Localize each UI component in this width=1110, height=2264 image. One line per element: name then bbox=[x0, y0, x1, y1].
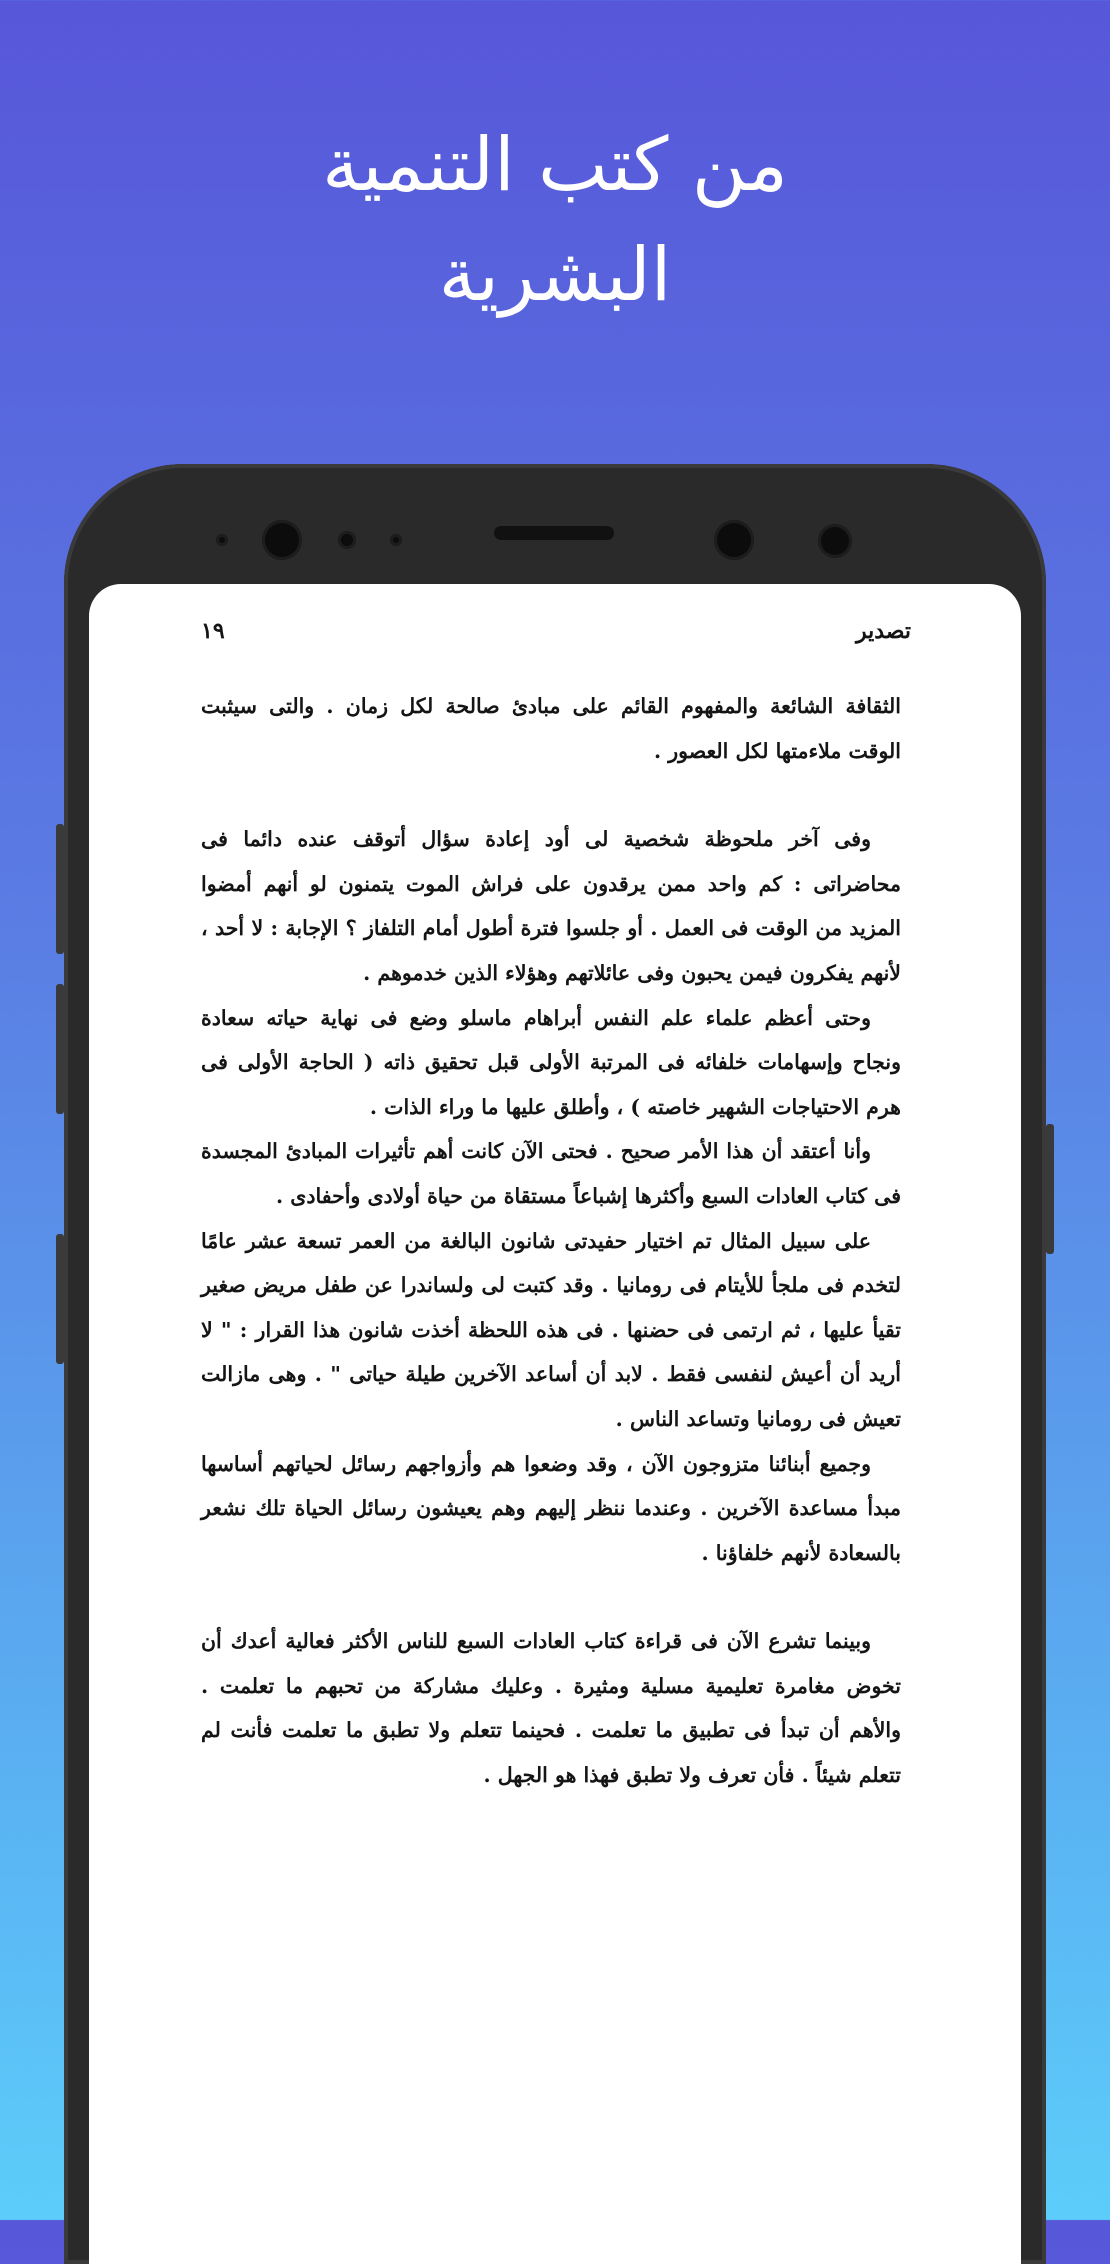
phone-side-key bbox=[56, 1234, 64, 1364]
chapter-title: تصدير bbox=[855, 618, 911, 644]
phone-power-button bbox=[1046, 1124, 1054, 1254]
paragraph: الثقافة الشائعة والمفهوم القائم على مبادئ صالحة لكل زمان . والتى سيثبت الوقت ملاءمتها لكل العصور . bbox=[201, 694, 901, 763]
phone-volume-up bbox=[56, 824, 64, 954]
paragraph: وحتى أعظم علماء علم النفس أبراهام ماسلو وضع فى نهاية حياته سعادة ونجاح وإسهامات خلفائه فى المرتبة الأولى قبل تحقيق ذاته ( الحاجة الأولى فى هرم الاحتياجات الشهير خاصته ) ، وأطلق عليها ما وراء الذات . bbox=[201, 1005, 901, 1119]
paragraph: وأنا أعتقد أن هذا الأمر صحيح . فحتى الآن كانت أهم تأثيرات المبادئ المجسدة فى كتاب العادات السبع وأكثرها إشباعاً مستقاة من حياة أولادى وأحفادى . bbox=[201, 1139, 901, 1208]
page-number: ١٩ bbox=[201, 618, 225, 644]
iris-scanner-icon bbox=[818, 524, 852, 558]
proximity-sensor-icon bbox=[216, 534, 228, 546]
book-body-text bbox=[201, 684, 901, 1798]
headline-line-1: من كتب التنمية bbox=[322, 122, 788, 208]
phone-screen[interactable] bbox=[89, 584, 1021, 2264]
light-sensor-icon bbox=[390, 534, 402, 546]
headline-line-2: البشرية bbox=[438, 232, 672, 318]
phone-volume-down bbox=[56, 984, 64, 1114]
book-page[interactable] bbox=[89, 584, 1021, 2264]
phone-mockup bbox=[64, 464, 1046, 2264]
page-header bbox=[201, 618, 911, 658]
front-camera-icon bbox=[262, 520, 302, 560]
paragraph: وبينما تشرع الآن فى قراءة كتاب العادات السبع للناس الأكثر فعالية أعدك أن تخوض مغامرة تعليمية مسلية ومثيرة . وعليك مشاركة من تحبهم ما تعلمت . والأهم أن تبدأ فى تطبيق ما تعلمت . فحينما تتعلم ولا تطبق ما تعلمت فأنت لم تتعلم شيئاً . فأن تعرف ولا تطبق فهذا هو الجهل . bbox=[201, 1629, 901, 1788]
promo-headline bbox=[0, 110, 1110, 330]
secondary-camera-icon bbox=[714, 520, 754, 560]
earpiece-speaker bbox=[494, 526, 614, 540]
paragraph: على سبيل المثال تم اختيار حفيدتى شانون البالغة من العمر تسعة عشر عامًا لتخدم فى ملجأ للأيتام فى رومانيا . وقد كتبت لى ولساندرا عن طفل مريض صغير تقيأ عليها ، ثم ارتمى فى حضنها . فى هذه اللحظة أخذت شانون هذا القرار : " لا أريد أن أعيش لنفسى فقط . لابد أن أساعد الآخرين طيلة حياتى " . وهى مازالت تعيش فى رومانيا وتساعد الناس . bbox=[201, 1228, 901, 1431]
paragraph: وجميع أبنائنا متزوجون الآن ، وقد وضعوا هم وأزواجهم رسائل لحياتهم أساسها مبدأ مساعدة الآخرين . وعندما ننظر إليهم وهم يعيشون رسائل الحياة تلك نشعر بالسعادة لأنهم خلفاؤنا . bbox=[201, 1451, 901, 1565]
sensor-icon bbox=[338, 531, 356, 549]
paragraph: وفى آخر ملحوظة شخصية لى أود إعادة سؤال أتوقف عنده دائما فى محاضراتى : كم واحد ممن يرقدون على فراش الموت يتمنون لو أنهم أمضوا المزيد من الوقت فى العمل . أو جلسوا فترة أطول أمام التلفاز ؟ الإجابة : لا أحد ، لأنهم يفكرون فيمن يحبون وفى عائلاتهم وهؤلاء الذين خدموهم . bbox=[201, 827, 901, 985]
